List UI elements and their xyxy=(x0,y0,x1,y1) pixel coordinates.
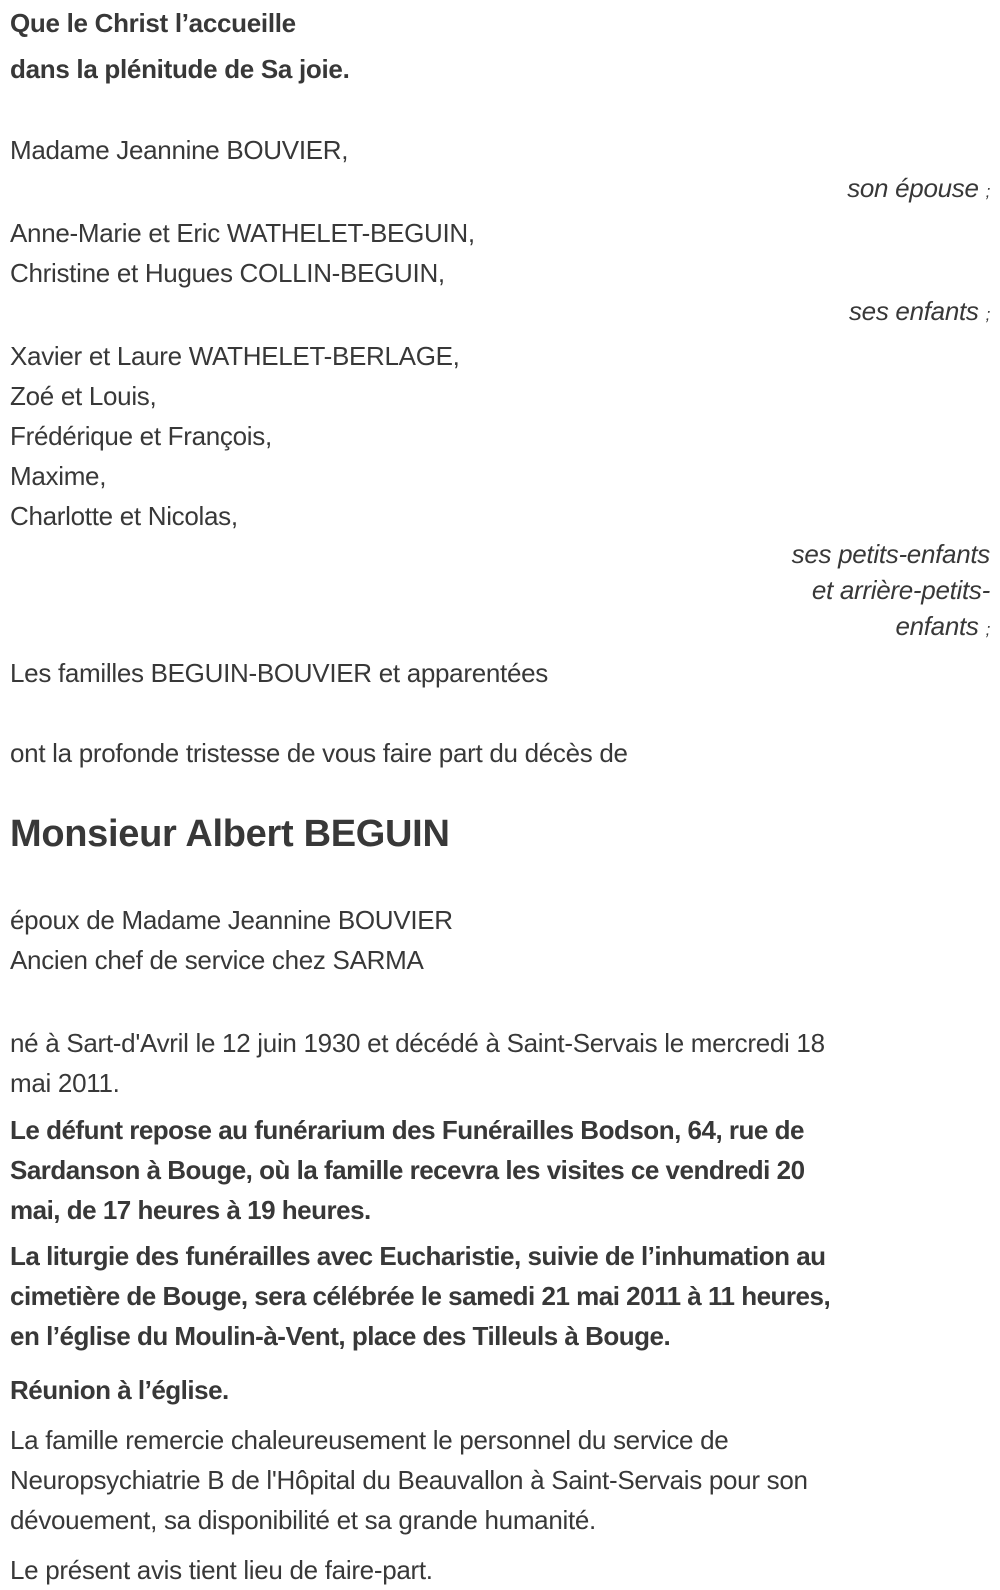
mourner-role: et arrière-petits- xyxy=(811,575,990,605)
mourner-group xyxy=(10,653,990,693)
deceased-subtitle-line: époux de Madame Jeannine BOUVIER xyxy=(10,905,453,935)
mourner-role: ses enfants ; xyxy=(848,296,990,326)
notices xyxy=(10,1110,990,1590)
life-dates xyxy=(10,1023,990,1103)
mourner-name: Les familles BEGUIN-BOUVIER et apparentées xyxy=(10,658,548,688)
deceased-subtitle-line: Ancien chef de service chez SARMA xyxy=(10,945,424,975)
mourner-name: Anne-Marie et Eric WATHELET-BEGUIN, xyxy=(10,218,475,248)
notice-line: Le présent avis tient lieu de faire-part. xyxy=(10,1555,433,1585)
notice-line: La liturgie des funérailles avec Eucharistie, suivie de l’inhumation au xyxy=(10,1241,826,1271)
notice-paragraph xyxy=(10,1550,990,1590)
mourner-group xyxy=(10,213,990,333)
mourner-group xyxy=(10,130,990,210)
notice-paragraph xyxy=(10,1370,990,1410)
life-dates-line: né à Sart-d'Avril le 12 juin 1930 et décédé à Saint-Servais le mercredi 18 xyxy=(10,1028,825,1058)
notice-line: cimetière de Bouge, sera célébrée le samedi 21 mai 2011 à 11 heures, xyxy=(10,1281,831,1311)
notice-line: Le défunt repose au funérarium des Funérailles Bodson, 64, rue de xyxy=(10,1115,804,1145)
notice-paragraph xyxy=(10,1236,990,1356)
notice-line: Réunion à l’église. xyxy=(10,1375,229,1405)
notice-line: en l’église du Moulin-à-Vent, place des Tilleuls à Bouge. xyxy=(10,1321,671,1351)
mourner-name: Xavier et Laure WATHELET-BERLAGE, xyxy=(10,341,460,371)
notice-line: Neuropsychiatrie B de l'Hôpital du Beauvallon à Saint-Servais pour son xyxy=(10,1465,808,1495)
mourner-name: Zoé et Louis, xyxy=(10,381,157,411)
mourner-group xyxy=(10,336,990,648)
mourner-name: Charlotte et Nicolas, xyxy=(10,501,238,531)
epitaph-line: Que le Christ l’accueille xyxy=(10,8,296,38)
notice-line: mai, de 17 heures à 19 heures. xyxy=(10,1195,371,1225)
notice-line: Sardanson à Bouge, où la famille recevra les visites ce vendredi 20 xyxy=(10,1155,805,1185)
notice-line: La famille remercie chaleureusement le personnel du service de xyxy=(10,1425,729,1455)
mourner-role: son épouse ; xyxy=(847,173,990,203)
mourner-role: enfants ; xyxy=(895,611,990,641)
mourner-name: Frédérique et François, xyxy=(10,421,272,451)
announcement-line: ont la profonde tristesse de vous faire part du décès de xyxy=(10,738,628,768)
role-semicolon: ; xyxy=(985,620,990,639)
mourner-name: Christine et Hugues COLLIN-BEGUIN, xyxy=(10,258,445,288)
mourner-name: Madame Jeannine BOUVIER, xyxy=(10,135,349,165)
role-semicolon: ; xyxy=(985,305,990,324)
mourner-name: Maxime, xyxy=(10,461,107,491)
notice-line: dévouement, sa disponibilité et sa grande humanité. xyxy=(10,1505,596,1535)
notice-paragraph xyxy=(10,1110,990,1230)
notice-paragraph xyxy=(10,1420,990,1540)
deceased-subtitle xyxy=(10,900,990,980)
role-semicolon: ; xyxy=(985,182,990,201)
epitaph xyxy=(10,0,990,92)
deceased-name: Monsieur Albert BEGUIN xyxy=(10,813,450,855)
life-dates-line: mai 2011. xyxy=(10,1068,120,1098)
mourner-role: ses petits-enfants xyxy=(791,539,990,569)
epitaph-line: dans la plénitude de Sa joie. xyxy=(10,54,350,84)
mourners-list xyxy=(10,130,990,693)
